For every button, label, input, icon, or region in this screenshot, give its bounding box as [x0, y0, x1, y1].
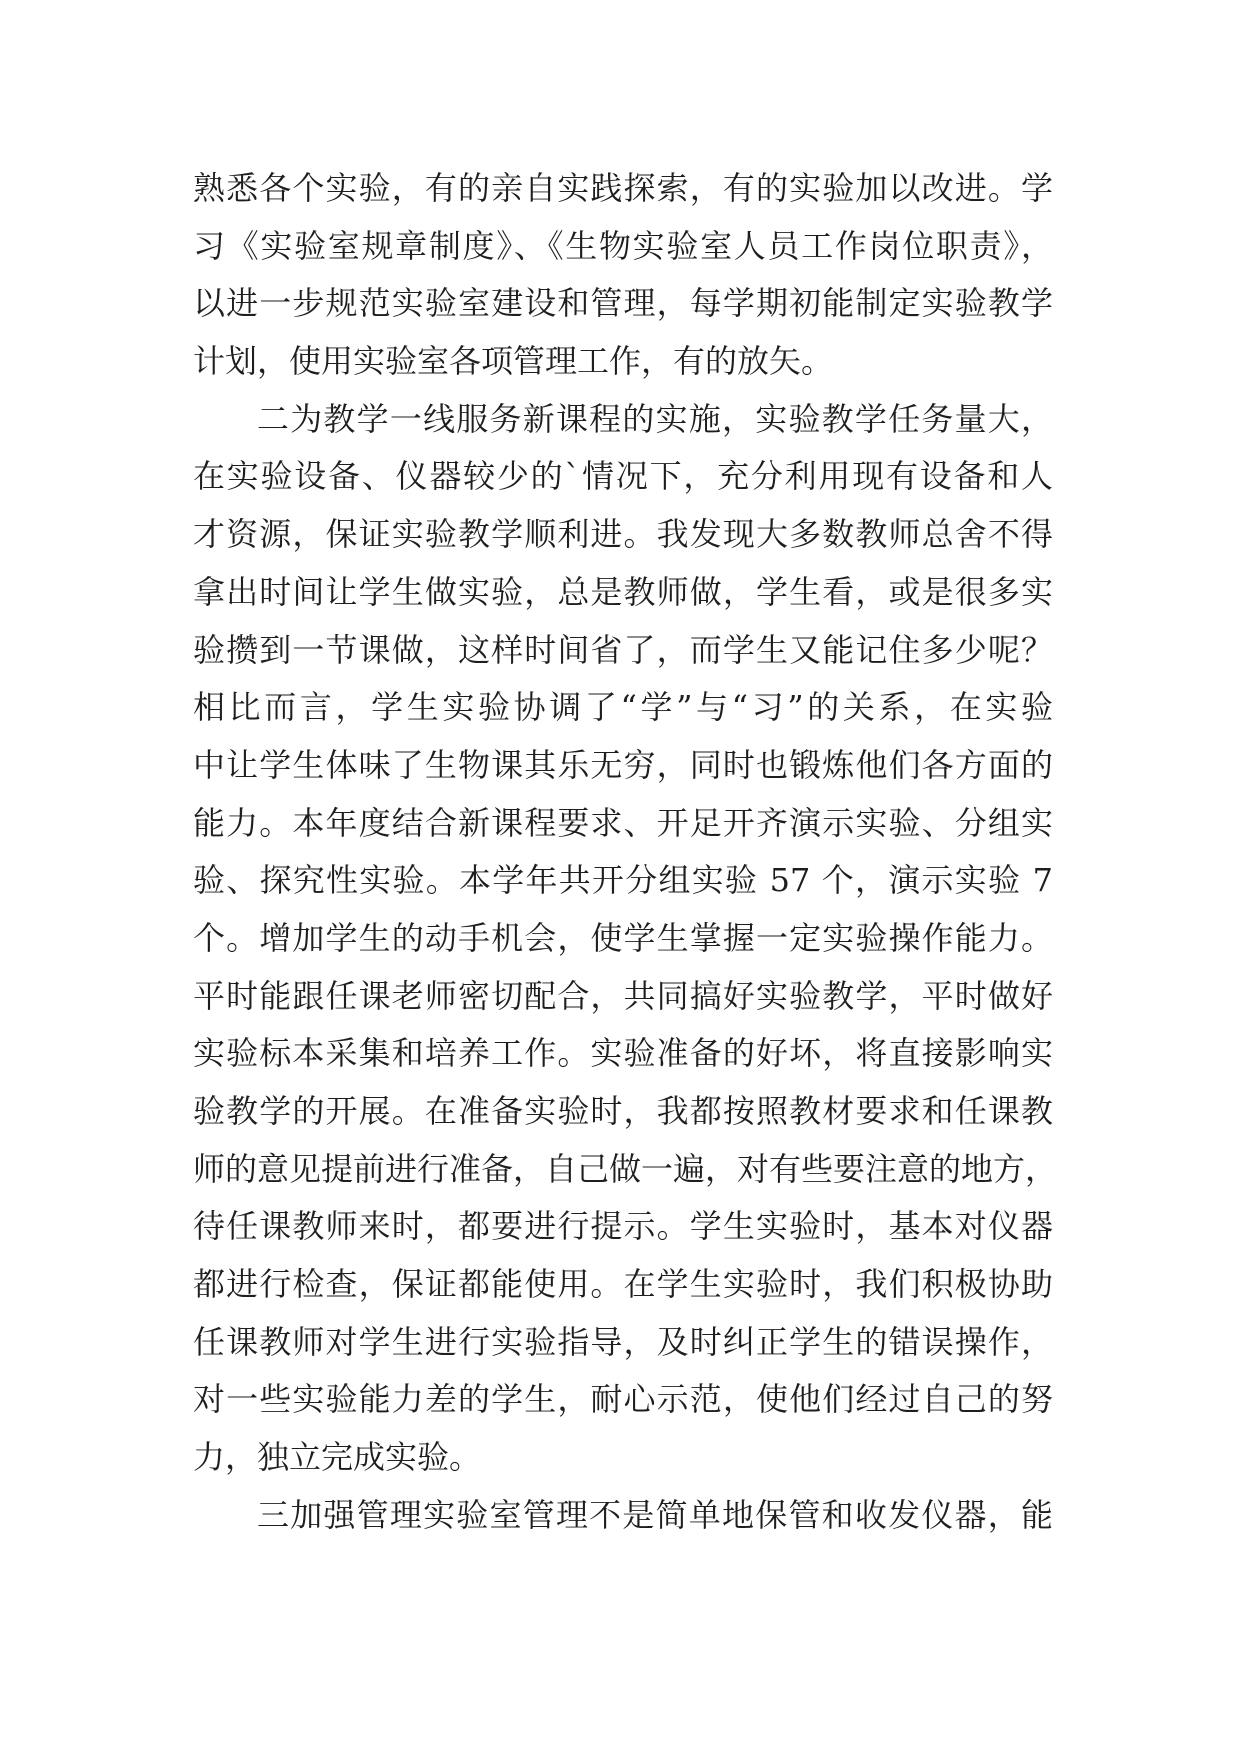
text-line: 个。增加学生的动手机会，使学生掌握一定实验操作能力。 [193, 918, 1053, 957]
text-line: 实验标本采集和培养工作。实验准备的好坏，将直接影响实 [193, 1034, 1053, 1073]
text-line: 中让学生体味了生物课其乐无穷，同时也锻炼他们各方面的 [193, 745, 1053, 784]
text-line: 在实验设备、仪器较少的`情况下，充分利用现有设备和人 [193, 457, 1053, 496]
text-line: 验攒到一节课做，这样时间省了，而学生又能记住多少呢？ [193, 630, 1053, 669]
text-line: 三加强管理实验室管理不是简单地保管和收发仪器，能 [257, 1495, 1053, 1534]
document-body [193, 160, 1058, 1545]
text-line: 二为教学一线服务新课程的实施，实验教学任务量大， [257, 399, 1053, 438]
text-line: 拿出时间让学生做实验，总是教师做，学生看，或是很多实 [193, 572, 1053, 611]
text-line: 习《实验室规章制度》、《生物实验室人员工作岗位职责》， [193, 226, 1053, 265]
text-line: 都进行检查，保证都能使用。在学生实验时，我们积极协助 [193, 1265, 1053, 1304]
text-line: 验教学的开展。在准备实验时，我都按照教材要求和任课教 [193, 1092, 1053, 1130]
text-line: 对一些实验能力差的学生，耐心示范，使他们经过自己的努 [193, 1380, 1053, 1419]
text-line: 力，独立完成实验。 [193, 1438, 482, 1477]
text-line: 师的意见提前进行准备，自己做一遍，对有些要注意的地方， [193, 1149, 1058, 1188]
text-line: 待任课教师来时，都要进行提示。学生实验时，基本对仪器 [193, 1207, 1053, 1246]
text-line: 平时能跟任课老师密切配合，共同搞好实验教学，平时做好 [193, 976, 1053, 1015]
text-line: 验、探究性实验。本学年共开分组实验 57 个，演示实验 7 [193, 861, 1053, 900]
text-line: 相比而言，学生实验协调了“学”与“习”的关系，在实验 [193, 688, 1053, 727]
text-line: 熟悉各个实验，有的亲自实践探索，有的实验加以改进。学 [193, 169, 1053, 207]
text-line: 计划，使用实验室各项管理工作，有的放矢。 [193, 342, 834, 381]
text-line: 任课教师对学生进行实验指导，及时纠正学生的错误操作， [193, 1322, 1053, 1361]
text-line: 能力。本年度结合新课程要求、开足开齐演示实验、分组实 [193, 803, 1053, 842]
text-line: 以进一步规范实验室建设和管理，每学期初能制定实验教学 [193, 284, 1053, 323]
text-line: 才资源，保证实验教学顺利进。我发现大多数教师总舍不得 [193, 515, 1053, 554]
